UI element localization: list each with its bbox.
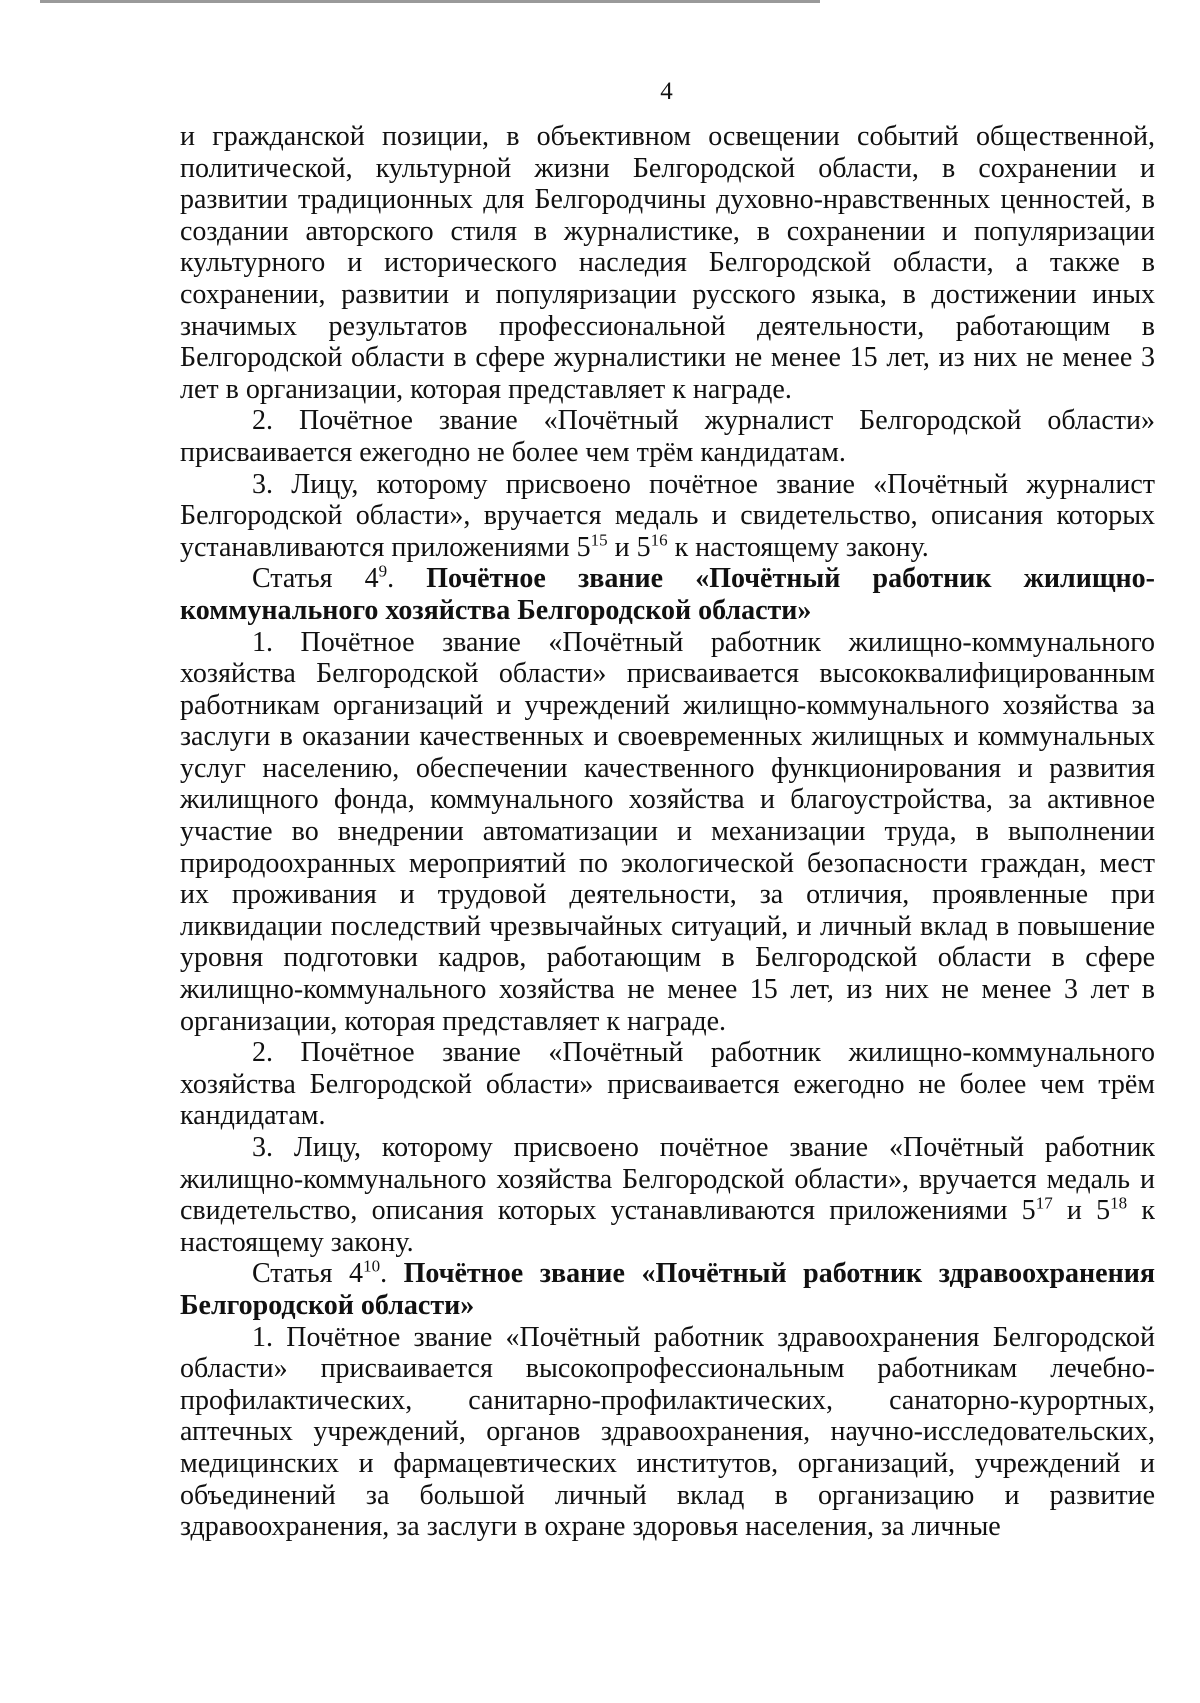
article-heading-4-9 bbox=[180, 563, 1155, 626]
article-label: Статья 4 bbox=[252, 1258, 364, 1290]
paragraph-text: и 5 bbox=[607, 531, 651, 563]
paragraph-text: и 5 bbox=[1052, 1195, 1111, 1227]
paragraph-article-4-10-item-1: 1. Почётное звание «Почётный работник здравоохранения Белгородской области» присваивается высокопрофессиональным работникам лечебно-профилактических, санитарно-профилактических, санаторно-курортных, аптечных учреждений, органов здравоохранения, научно-исследовательских, медицинских и фармацевтических институтов, организаций, учреждений и объединений за большой личный вклад в организацию и развитие здравоохранения, за заслуги в охране здоровья населения, за личные bbox=[180, 1321, 1155, 1543]
paragraph-text: 3. Лицу, которому присвоено почётное звание «Почётный журналист Белгородской области», вручается медаль и свидетельство, описания которых устанавливаются приложениями 5 bbox=[180, 468, 1155, 563]
paragraph-text: к настоящему закону. bbox=[667, 531, 929, 563]
article-title: Почётное звание «Почётный работник жилищно-коммунального хозяйства Белгородской области» bbox=[180, 563, 1155, 626]
scan-top-rule bbox=[40, 0, 820, 3]
article-label-dot: . bbox=[380, 1258, 404, 1290]
paragraph-text: 3. Лицу, которому присвоено почётное звание «Почётный работник жилищно-коммунального хозяйства Белгородской области», вручается медаль и свидетельство, описания которых устанавливаются приложениями 5 bbox=[180, 1132, 1155, 1227]
superscript: 17 bbox=[1035, 1193, 1053, 1213]
page-number: 4 bbox=[660, 78, 673, 105]
paragraph-article-4-8-item-2: 2. Почётное звание «Почётный журналист Белгородской области» присваивается ежегодно не более чем трём кандидатам. bbox=[180, 405, 1155, 468]
article-number-superscript: 9 bbox=[378, 561, 388, 581]
paragraph-article-4-9-item-3 bbox=[180, 1132, 1155, 1258]
superscript: 15 bbox=[590, 530, 608, 550]
superscript: 18 bbox=[1110, 1193, 1128, 1213]
paragraph-article-4-9-item-1: 1. Почётное звание «Почётный работник жилищно-коммунального хозяйства Белгородской области» присваивается высококвалифицированным работникам организаций и учреждений жилищно-коммунального хозяйства за заслуги в оказании качественных и своевременных жилищных и коммунальных услуг населению, обеспечении качественного функционирования и развития жилищного фонда, коммунального хозяйства и благоустройства, за активное участие во внедрении автоматизации и механизации труда, в выполнении природоохранных мероприятий по экологической безопасности граждан, мест их проживания и трудовой деятельности, за отличия, проявленные при ликвидации последствий чрезвычайных ситуаций, и личный вклад в повышение уровня подготовки кадров, работающим в Белгородской области в сфере жилищно-коммунального хозяйства не менее 15 лет, из них не менее 3 лет в организации, которая представляет к награде. bbox=[180, 626, 1155, 1037]
paragraph-article-4-9-item-2: 2. Почётное звание «Почётный работник жилищно-коммунального хозяйства Белгородской области» присваивается ежегодно не более чем трём кандидатам. bbox=[180, 1037, 1155, 1132]
article-heading-4-10 bbox=[180, 1258, 1155, 1321]
paragraph-article-4-8-item-3 bbox=[180, 469, 1155, 564]
superscript: 16 bbox=[650, 530, 668, 550]
article-number-superscript: 10 bbox=[363, 1256, 381, 1276]
paragraph-continuation: и гражданской позиции, в объективном освещении событий общественной, политической, культурной жизни Белгородской области, в сохранении и развитии традиционных для Белгородчины духовно-нравственных ценностей, в создании авторского стиля в журналистике, в сохранении и популяризации культурного и исторического наследия Белгородской области, а также в сохранении, развитии и популяризации русского языка, в достижении иных значимых результатов профессиональной деятельности, работающим в Белгородской области в сфере журналистики не менее 15 лет, из них не менее 3 лет в организации, которая представляет к награде. bbox=[180, 121, 1155, 405]
paragraph-text: к настоящему закону. bbox=[180, 1195, 1155, 1258]
article-label: Статья 4 bbox=[252, 563, 379, 595]
article-label-dot: . bbox=[387, 563, 427, 595]
article-title: Почётное звание «Почётный работник здравоохранения Белгородской области» bbox=[180, 1258, 1155, 1321]
document-body bbox=[180, 121, 1155, 1543]
